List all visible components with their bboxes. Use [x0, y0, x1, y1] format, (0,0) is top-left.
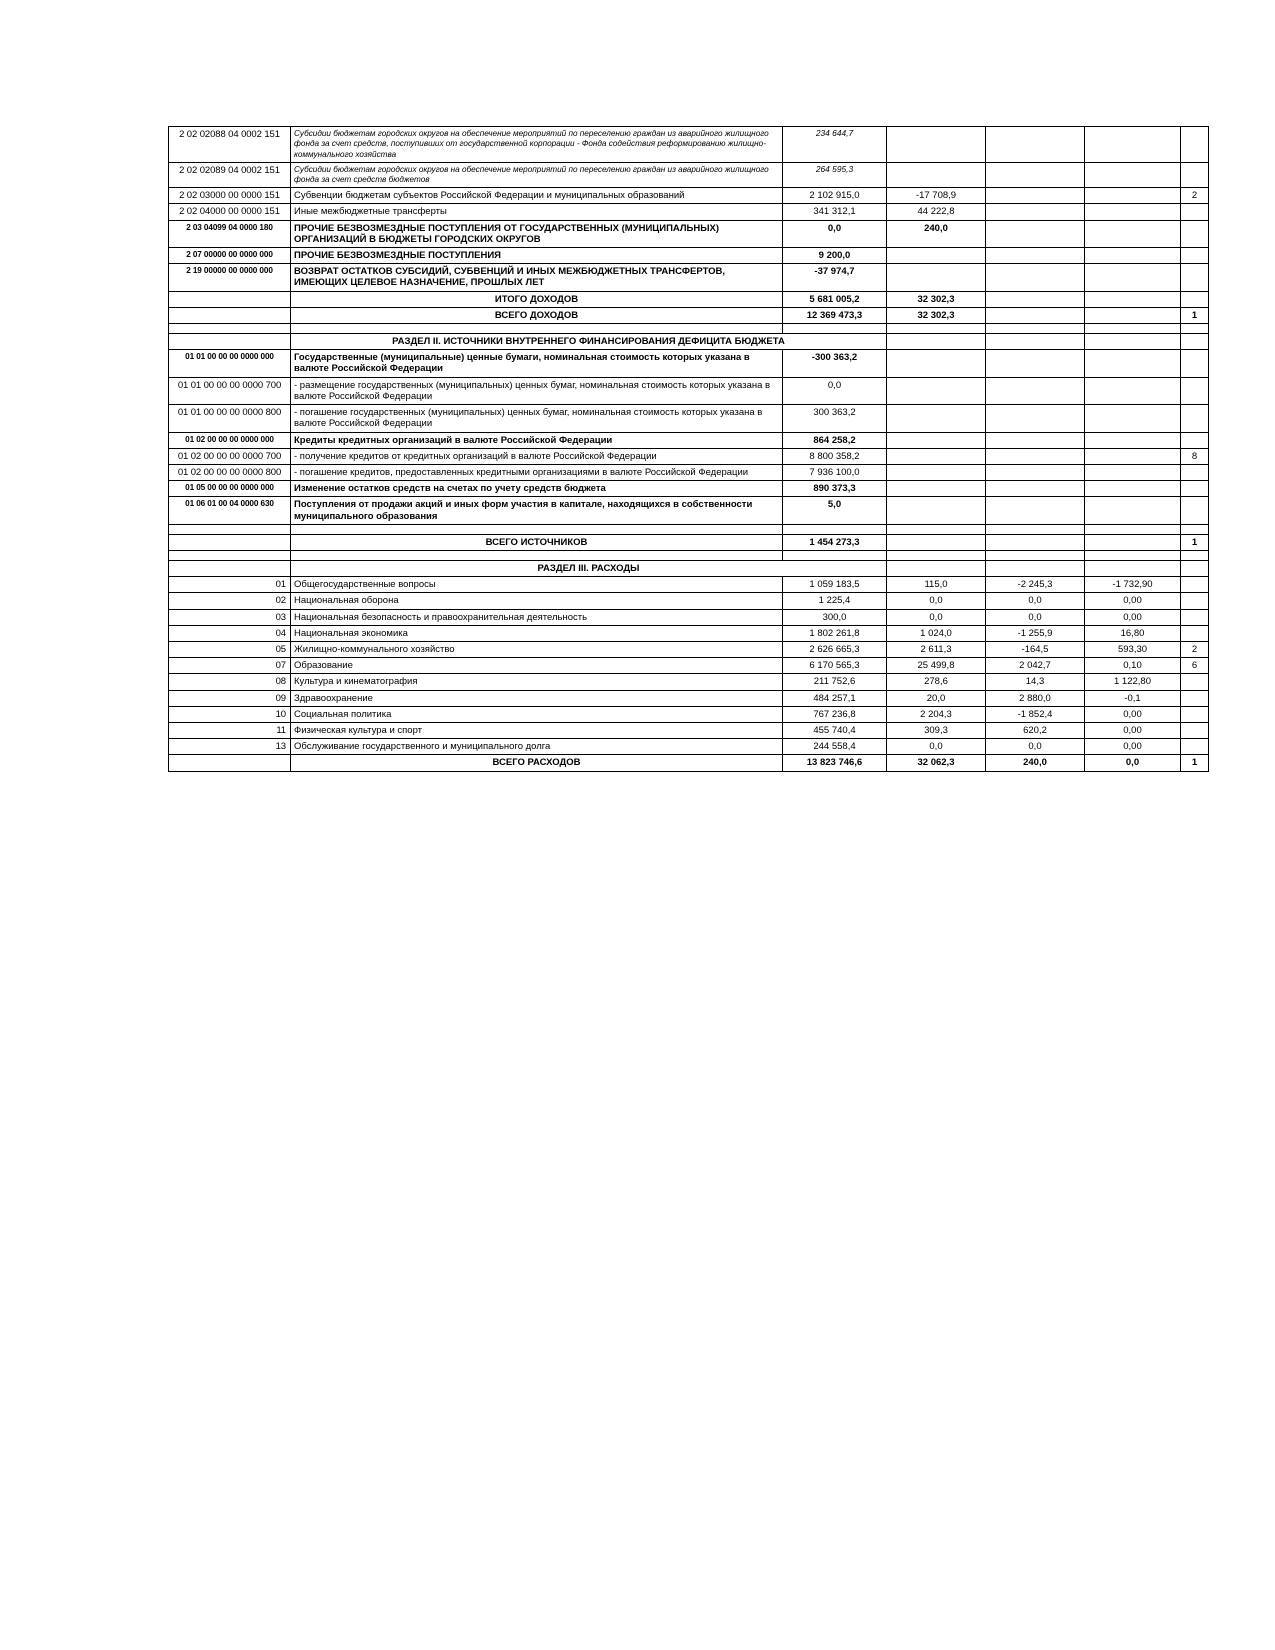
value-v1: 864 258,2 [783, 432, 887, 448]
table-row [169, 755, 1209, 771]
value-v4 [1085, 291, 1181, 307]
value-v5 [1181, 162, 1209, 188]
value-v1: 1 225,4 [783, 593, 887, 609]
spacer-cell [887, 524, 986, 534]
value-v4 [1085, 307, 1181, 323]
value-v2 [887, 481, 986, 497]
table-row [169, 204, 1209, 220]
value-v2: 278,6 [887, 674, 986, 690]
value-v4 [1085, 560, 1181, 576]
value-v2 [887, 377, 986, 404]
table-row [169, 432, 1209, 448]
value-v5 [1181, 577, 1209, 593]
row-code: 2 02 02089 04 0002 151 [169, 162, 291, 188]
value-v5 [1181, 405, 1209, 432]
spacer-cell [1181, 524, 1209, 534]
value-v2: 115,0 [887, 577, 986, 593]
row-code: 05 [169, 641, 291, 657]
row-name: Образование [291, 658, 783, 674]
row-name: - получение кредитов от кредитных организаций в валюте Российской Федерации [291, 448, 783, 464]
value-v5 [1181, 739, 1209, 755]
row-code: 2 02 03000 00 0000 151 [169, 188, 291, 204]
value-v4 [1085, 334, 1181, 350]
value-v2: 32 302,3 [887, 291, 986, 307]
value-v3 [986, 264, 1085, 291]
value-v4 [1085, 481, 1181, 497]
row-code: 01 05 00 00 00 0000 000 [169, 481, 291, 497]
value-v2: 0,0 [887, 593, 986, 609]
table-row [169, 706, 1209, 722]
row-code: 04 [169, 625, 291, 641]
table-row [169, 497, 1209, 524]
value-v4: 0,00 [1085, 593, 1181, 609]
value-v5 [1181, 350, 1209, 377]
value-v1: 0,0 [783, 220, 887, 247]
row-name: ВОЗВРАТ ОСТАТКОВ СУБСИДИЙ, СУБВЕНЦИЙ И ИНЫХ МЕЖБЮДЖЕТНЫХ ТРАНСФЕРТОВ, ИМЕЮЩИХ ЦЕЛЕВОЕ НАЗНАЧЕНИЕ, ПРОШЛЫХ ЛЕТ [291, 264, 783, 291]
value-v2: 2 611,3 [887, 641, 986, 657]
table-row [169, 162, 1209, 188]
table-row [169, 334, 1209, 350]
value-v5: 8 [1181, 448, 1209, 464]
value-v1: 484 257,1 [783, 690, 887, 706]
row-name: - погашение государственных (муниципальных) ценных бумаг, номинальная стоимость которых указана в валюте Российской Федерации [291, 405, 783, 432]
value-v3: 0,0 [986, 609, 1085, 625]
row-name: Субсидии бюджетам городских округов на обеспечение мероприятий по переселению граждан из аварийного жилищного фонда за счет средств, поступивших от государственной корпорации - Фонда содействия реформированию жилищно-коммунального хозяйства [291, 127, 783, 163]
value-v2 [887, 534, 986, 550]
value-v1: 1 802 261,8 [783, 625, 887, 641]
value-v3 [986, 291, 1085, 307]
value-v3: 14,3 [986, 674, 1085, 690]
table-row [169, 350, 1209, 377]
value-v1: 455 740,4 [783, 722, 887, 738]
value-v1: 6 170 565,3 [783, 658, 887, 674]
row-name: Культура и кинематография [291, 674, 783, 690]
value-v3: 620,2 [986, 722, 1085, 738]
spacer-row [169, 550, 1209, 560]
table-row [169, 674, 1209, 690]
value-v3 [986, 448, 1085, 464]
value-v5 [1181, 464, 1209, 480]
value-v5 [1181, 248, 1209, 264]
value-v3: -1 852,4 [986, 706, 1085, 722]
value-v4 [1085, 448, 1181, 464]
spacer-cell [783, 324, 887, 334]
value-v2 [887, 162, 986, 188]
value-v2: 240,0 [887, 220, 986, 247]
row-code: 01 01 00 00 00 0000 700 [169, 377, 291, 404]
value-v3 [986, 534, 1085, 550]
table-row [169, 127, 1209, 163]
value-v4: 0,00 [1085, 739, 1181, 755]
table-row [169, 658, 1209, 674]
spacer-cell [986, 524, 1085, 534]
total-label: ИТОГО ДОХОДОВ [291, 291, 783, 307]
value-v4 [1085, 220, 1181, 247]
value-v2: -17 708,9 [887, 188, 986, 204]
value-v1: 890 373,3 [783, 481, 887, 497]
value-v1: 211 752,6 [783, 674, 887, 690]
value-v5: 6 [1181, 658, 1209, 674]
value-v2 [887, 334, 986, 350]
spacer-cell [1181, 324, 1209, 334]
row-code: 2 02 04000 00 0000 151 [169, 204, 291, 220]
value-v2: 32 062,3 [887, 755, 986, 771]
table-row [169, 534, 1209, 550]
value-v5 [1181, 690, 1209, 706]
row-code: 10 [169, 706, 291, 722]
budget-table-body [169, 127, 1209, 772]
value-v3 [986, 127, 1085, 163]
section-heading: РАЗДЕЛ III. РАСХОДЫ [291, 560, 887, 576]
spacer-cell [291, 550, 783, 560]
value-v2: 20,0 [887, 690, 986, 706]
row-code [169, 534, 291, 550]
table-row [169, 464, 1209, 480]
value-v5: 2 [1181, 188, 1209, 204]
row-name: - размещение государственных (муниципальных) ценных бумаг, номинальная стоимость которых указана в валюте Российской Федерации [291, 377, 783, 404]
value-v4: 16,80 [1085, 625, 1181, 641]
spacer-cell [1085, 524, 1181, 534]
value-v4 [1085, 127, 1181, 163]
value-v3: 2 880,0 [986, 690, 1085, 706]
value-v2: 309,3 [887, 722, 986, 738]
row-code [169, 307, 291, 323]
row-code [169, 334, 291, 350]
value-v5: 1 [1181, 755, 1209, 771]
spacer-cell [783, 550, 887, 560]
value-v3 [986, 334, 1085, 350]
row-code: 2 07 00000 00 0000 000 [169, 248, 291, 264]
value-v3: 0,0 [986, 593, 1085, 609]
value-v4: 1 122,80 [1085, 674, 1181, 690]
row-name: Национальная экономика [291, 625, 783, 641]
value-v4 [1085, 405, 1181, 432]
spacer-cell [887, 550, 986, 560]
value-v2 [887, 264, 986, 291]
value-v4: 0,0 [1085, 755, 1181, 771]
row-code: 07 [169, 658, 291, 674]
table-row [169, 625, 1209, 641]
value-v5 [1181, 497, 1209, 524]
spacer-cell [1181, 550, 1209, 560]
value-v5: 1 [1181, 534, 1209, 550]
row-code: 2 03 04099 04 0000 180 [169, 220, 291, 247]
value-v1: 1 454 273,3 [783, 534, 887, 550]
value-v3 [986, 481, 1085, 497]
value-v1: 5 681 005,2 [783, 291, 887, 307]
value-v1: 1 059 183,5 [783, 577, 887, 593]
row-name: Изменение остатков средств на счетах по учету средств бюджета [291, 481, 783, 497]
value-v3 [986, 307, 1085, 323]
value-v5 [1181, 432, 1209, 448]
value-v5 [1181, 560, 1209, 576]
value-v4 [1085, 162, 1181, 188]
value-v5 [1181, 625, 1209, 641]
value-v1: -300 363,2 [783, 350, 887, 377]
value-v3: -164,5 [986, 641, 1085, 657]
value-v5 [1181, 264, 1209, 291]
section-heading: РАЗДЕЛ II. ИСТОЧНИКИ ВНУТРЕННЕГО ФИНАНСИРОВАНИЯ ДЕФИЦИТА БЮДЖЕТА [291, 334, 887, 350]
row-name: Национальная оборона [291, 593, 783, 609]
value-v1: 5,0 [783, 497, 887, 524]
row-name: Общегосударственные вопросы [291, 577, 783, 593]
row-code: 13 [169, 739, 291, 755]
value-v2: 32 302,3 [887, 307, 986, 323]
value-v3 [986, 220, 1085, 247]
value-v3 [986, 350, 1085, 377]
value-v4 [1085, 497, 1181, 524]
value-v5 [1181, 609, 1209, 625]
value-v5 [1181, 127, 1209, 163]
value-v4 [1085, 350, 1181, 377]
value-v3 [986, 497, 1085, 524]
value-v4: 0,10 [1085, 658, 1181, 674]
row-code: 01 01 00 00 00 0000 000 [169, 350, 291, 377]
value-v1: 264 595,3 [783, 162, 887, 188]
table-row [169, 448, 1209, 464]
value-v2 [887, 405, 986, 432]
value-v1: 12 369 473,3 [783, 307, 887, 323]
spacer-row [169, 524, 1209, 534]
row-code: 01 02 00 00 00 0000 800 [169, 464, 291, 480]
value-v1: 300,0 [783, 609, 887, 625]
row-name: - погашение кредитов, предоставленных кредитными организациями в валюте Российской Федерации [291, 464, 783, 480]
table-row [169, 560, 1209, 576]
value-v2 [887, 497, 986, 524]
row-name: Здравоохранение [291, 690, 783, 706]
value-v1: 244 558,4 [783, 739, 887, 755]
value-v2: 2 204,3 [887, 706, 986, 722]
total-label: ВСЕГО ДОХОДОВ [291, 307, 783, 323]
value-v4 [1085, 204, 1181, 220]
value-v3 [986, 162, 1085, 188]
value-v1: 767 236,8 [783, 706, 887, 722]
value-v5: 2 [1181, 641, 1209, 657]
table-row [169, 405, 1209, 432]
row-name: Обслуживание государственного и муниципального долга [291, 739, 783, 755]
value-v2: 0,0 [887, 609, 986, 625]
row-code [169, 291, 291, 307]
value-v1: 13 823 746,6 [783, 755, 887, 771]
value-v4: 0,00 [1085, 609, 1181, 625]
row-name: ПРОЧИЕ БЕЗВОЗМЕЗДНЫЕ ПОСТУПЛЕНИЯ [291, 248, 783, 264]
value-v1: 8 800 358,2 [783, 448, 887, 464]
row-code: 01 02 00 00 00 0000 700 [169, 448, 291, 464]
value-v4 [1085, 377, 1181, 404]
table-row [169, 248, 1209, 264]
table-row [169, 188, 1209, 204]
row-name: Субвенции бюджетам субъектов Российской Федерации и муниципальных образований [291, 188, 783, 204]
row-code: 01 02 00 00 00 0000 000 [169, 432, 291, 448]
row-code: 02 [169, 593, 291, 609]
spacer-cell [887, 324, 986, 334]
row-code: 03 [169, 609, 291, 625]
table-row [169, 690, 1209, 706]
table-row [169, 593, 1209, 609]
value-v5 [1181, 204, 1209, 220]
value-v4 [1085, 464, 1181, 480]
total-label: ВСЕГО ИСТОЧНИКОВ [291, 534, 783, 550]
value-v2: 44 222,8 [887, 204, 986, 220]
row-name: Кредиты кредитных организаций в валюте Российской Федерации [291, 432, 783, 448]
value-v3: -2 245,3 [986, 577, 1085, 593]
spacer-cell [291, 324, 783, 334]
spacer-cell [1085, 324, 1181, 334]
row-code: 2 02 02088 04 0002 151 [169, 127, 291, 163]
spacer-cell [291, 524, 783, 534]
table-row [169, 220, 1209, 247]
value-v5: 1 [1181, 307, 1209, 323]
row-code: 01 [169, 577, 291, 593]
value-v4 [1085, 248, 1181, 264]
value-v1: 300 363,2 [783, 405, 887, 432]
value-v4 [1085, 432, 1181, 448]
value-v5 [1181, 674, 1209, 690]
value-v4: -1 732,90 [1085, 577, 1181, 593]
value-v4: -0,1 [1085, 690, 1181, 706]
row-name: ПРОЧИЕ БЕЗВОЗМЕЗДНЫЕ ПОСТУПЛЕНИЯ ОТ ГОСУДАРСТВЕННЫХ (МУНИЦИПАЛЬНЫХ) ОРГАНИЗАЦИЙ В БЮДЖЕТЫ ГОРОДСКИХ ОКРУГОВ [291, 220, 783, 247]
value-v1: 0,0 [783, 377, 887, 404]
row-name: Субсидии бюджетам городских округов на обеспечение мероприятий по переселению граждан из аварийного жилищного фонда за счет средств бюджетов [291, 162, 783, 188]
value-v2: 1 024,0 [887, 625, 986, 641]
row-code: 11 [169, 722, 291, 738]
value-v4 [1085, 188, 1181, 204]
value-v4: 0,00 [1085, 706, 1181, 722]
budget-sheet [168, 126, 1208, 772]
row-name: Физическая культура и спорт [291, 722, 783, 738]
row-name: Поступления от продажи акций и иных форм участия в капитале, находящихся в собственности муниципального образования [291, 497, 783, 524]
value-v3 [986, 188, 1085, 204]
table-row [169, 641, 1209, 657]
row-code [169, 755, 291, 771]
value-v5 [1181, 481, 1209, 497]
row-code: 08 [169, 674, 291, 690]
value-v4 [1085, 264, 1181, 291]
value-v3 [986, 560, 1085, 576]
table-row [169, 481, 1209, 497]
value-v3 [986, 377, 1085, 404]
value-v1: 9 200,0 [783, 248, 887, 264]
row-name: Национальная безопасность и правоохранительная деятельность [291, 609, 783, 625]
table-row [169, 307, 1209, 323]
spacer-cell [169, 324, 291, 334]
value-v1: 2 626 665,3 [783, 641, 887, 657]
table-row [169, 577, 1209, 593]
row-code: 09 [169, 690, 291, 706]
value-v5 [1181, 377, 1209, 404]
value-v2: 25 499,8 [887, 658, 986, 674]
value-v3: 0,0 [986, 739, 1085, 755]
value-v3 [986, 464, 1085, 480]
value-v2 [887, 350, 986, 377]
row-code: 01 01 00 00 00 0000 800 [169, 405, 291, 432]
value-v5 [1181, 220, 1209, 247]
table-row [169, 609, 1209, 625]
value-v2 [887, 560, 986, 576]
value-v5 [1181, 291, 1209, 307]
table-row [169, 722, 1209, 738]
table-row [169, 291, 1209, 307]
value-v1: 7 936 100,0 [783, 464, 887, 480]
value-v1: -37 974,7 [783, 264, 887, 291]
table-row [169, 377, 1209, 404]
row-code [169, 560, 291, 576]
row-code: 2 19 00000 00 0000 000 [169, 264, 291, 291]
value-v3 [986, 432, 1085, 448]
row-name: Социальная политика [291, 706, 783, 722]
value-v2 [887, 248, 986, 264]
value-v2 [887, 464, 986, 480]
spacer-cell [783, 524, 887, 534]
value-v3: 2 042,7 [986, 658, 1085, 674]
spacer-cell [169, 524, 291, 534]
value-v2 [887, 127, 986, 163]
value-v4 [1085, 534, 1181, 550]
spacer-cell [986, 324, 1085, 334]
spacer-row [169, 324, 1209, 334]
spacer-cell [986, 550, 1085, 560]
budget-table [168, 126, 1209, 772]
value-v3: -1 255,9 [986, 625, 1085, 641]
row-name: Государственные (муниципальные) ценные бумаги, номинальная стоимость которых указана в валюте Российской Федерации [291, 350, 783, 377]
value-v5 [1181, 722, 1209, 738]
value-v2 [887, 448, 986, 464]
value-v1: 341 312,1 [783, 204, 887, 220]
row-code: 01 06 01 00 04 0000 630 [169, 497, 291, 524]
value-v3 [986, 248, 1085, 264]
spacer-cell [1085, 550, 1181, 560]
row-name: Жилищно-коммунального хозяйство [291, 641, 783, 657]
table-row [169, 739, 1209, 755]
value-v4: 593,30 [1085, 641, 1181, 657]
spacer-cell [169, 550, 291, 560]
value-v5 [1181, 706, 1209, 722]
row-name: Иные межбюджетные трансферты [291, 204, 783, 220]
value-v3: 240,0 [986, 755, 1085, 771]
value-v5 [1181, 593, 1209, 609]
value-v1: 234 644,7 [783, 127, 887, 163]
value-v3 [986, 405, 1085, 432]
value-v2: 0,0 [887, 739, 986, 755]
value-v5 [1181, 334, 1209, 350]
value-v4: 0,00 [1085, 722, 1181, 738]
total-label: ВСЕГО РАСХОДОВ [291, 755, 783, 771]
table-row [169, 264, 1209, 291]
value-v2 [887, 432, 986, 448]
value-v3 [986, 204, 1085, 220]
value-v1: 2 102 915,0 [783, 188, 887, 204]
